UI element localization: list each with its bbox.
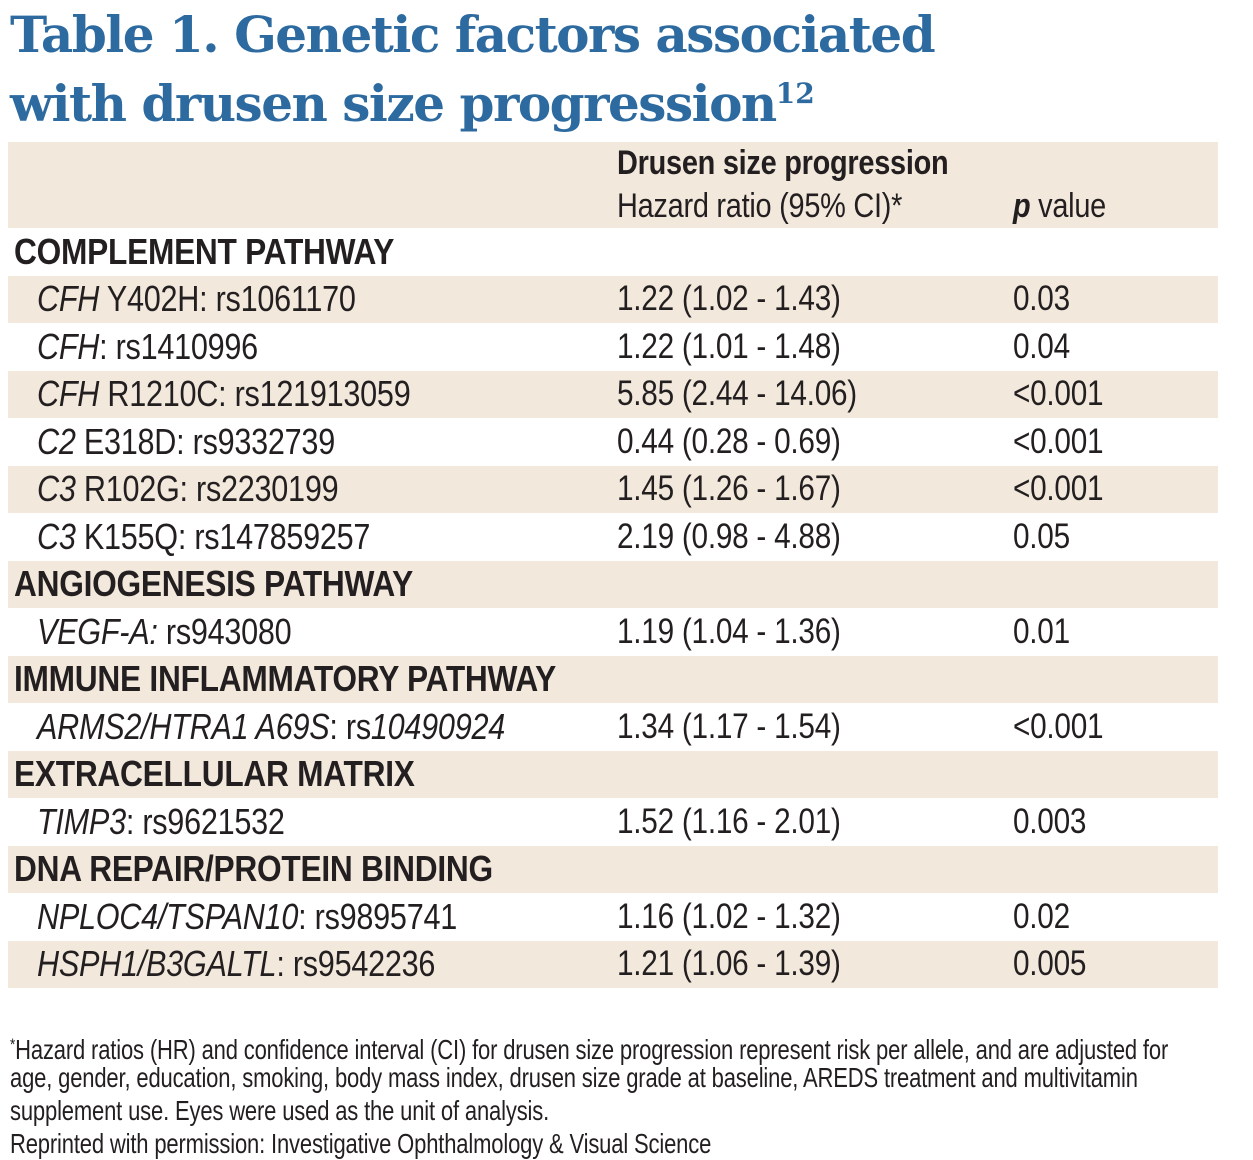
section-header-row bbox=[8, 656, 1218, 704]
footnote-reprint-line: Reprinted with permission: Investigative Ophthalmology & Visual Science bbox=[10, 1128, 712, 1159]
p-value: 0.03 bbox=[1013, 279, 1070, 319]
section-header-row bbox=[8, 751, 1218, 799]
hazard-ratio-value: 5.85 (2.44 - 14.06) bbox=[617, 374, 857, 414]
hazard-ratio-value: 1.52 (1.16 - 2.01) bbox=[617, 801, 841, 841]
title-line-1: Table 1. Genetic factors associated bbox=[10, 5, 935, 64]
gene-variant-label: C3 R102G: rs2230199 bbox=[37, 468, 339, 510]
gene-variant-label: CFH R1210C: rs121913059 bbox=[37, 373, 411, 415]
footnote bbox=[10, 1028, 1253, 1160]
title-citation-superscript: 12 bbox=[775, 77, 815, 110]
gene-variant-label: C2 E318D: rs9332739 bbox=[37, 420, 335, 462]
hazard-ratio-value: 1.16 (1.02 - 1.32) bbox=[617, 896, 841, 936]
table-header-drusen-cell bbox=[617, 142, 1013, 228]
section-label: IMMUNE INFLAMMATORY PATHWAY bbox=[14, 658, 556, 700]
table-row bbox=[8, 941, 1218, 989]
footnote-line: age, gender, education, smoking, body mass index, drusen size grade at baseline, AREDS treatment and multivitamin bbox=[10, 1062, 1138, 1093]
p-value: 0.05 bbox=[1013, 516, 1070, 556]
hazard-ratio-value: 1.22 (1.01 - 1.48) bbox=[617, 326, 841, 366]
table-row bbox=[8, 418, 1218, 466]
hazard-ratio-value: 1.45 (1.26 - 1.67) bbox=[617, 469, 841, 509]
section-label: COMPLEMENT PATHWAY bbox=[14, 230, 395, 272]
p-value: 0.04 bbox=[1013, 326, 1070, 366]
p-value: <0.001 bbox=[1013, 706, 1104, 746]
page-title bbox=[0, 0, 1253, 133]
column-header-p-value: p value bbox=[1013, 187, 1106, 225]
footnote-line: *Hazard ratios (HR) and confidence interval (CI) for drusen size progression represent risk per allele, and are adjusted for bbox=[10, 1034, 1169, 1065]
gene-variant-label: C3 K155Q: rs147859257 bbox=[37, 515, 371, 557]
table-header-row bbox=[8, 142, 1218, 228]
p-value: 0.01 bbox=[1013, 611, 1070, 651]
footnote-line: supplement use. Eyes were used as the unit of analysis. bbox=[10, 1095, 550, 1126]
p-value: 0.005 bbox=[1013, 944, 1087, 984]
footnote-asterisk: * bbox=[10, 1035, 16, 1054]
gene-variant-label: CFH Y402H: rs1061170 bbox=[37, 278, 356, 320]
table-row bbox=[8, 323, 1218, 371]
p-value: <0.001 bbox=[1013, 421, 1104, 461]
table-row bbox=[8, 703, 1218, 751]
gene-variant-label: TIMP3: rs9621532 bbox=[37, 800, 285, 842]
table-row bbox=[8, 276, 1218, 324]
table-row bbox=[8, 608, 1218, 656]
section-header-row bbox=[8, 228, 1218, 276]
hazard-ratio-value: 1.19 (1.04 - 1.36) bbox=[617, 611, 841, 651]
gene-variant-label: HSPH1/B3GALTL: rs9542236 bbox=[37, 943, 436, 985]
table-row bbox=[8, 798, 1218, 846]
p-value: <0.001 bbox=[1013, 374, 1104, 414]
gene-variant-label: NPLOC4/TSPAN10: rs9895741 bbox=[37, 895, 457, 937]
table-row bbox=[8, 513, 1218, 561]
hazard-ratio-value: 0.44 (0.28 - 0.69) bbox=[617, 421, 841, 461]
p-value: <0.001 bbox=[1013, 469, 1104, 509]
table-body bbox=[8, 228, 1218, 988]
hazard-ratio-value: 1.34 (1.17 - 1.54) bbox=[617, 706, 841, 746]
section-label: DNA REPAIR/PROTEIN BINDING bbox=[14, 848, 493, 890]
hazard-ratio-value: 2.19 (0.98 - 4.88) bbox=[617, 516, 841, 556]
hazard-ratio-value: 1.21 (1.06 - 1.39) bbox=[617, 944, 841, 984]
hazard-ratio-value: 1.22 (1.02 - 1.43) bbox=[617, 279, 841, 319]
gene-variant-label: ARMS2/HTRA1 A69S: rs10490924 bbox=[37, 705, 505, 747]
column-header-drusen-size-progression: Drusen size progression bbox=[617, 144, 949, 182]
section-header-row bbox=[8, 561, 1218, 609]
title-line-2: with drusen size progression$^{12}$ bbox=[10, 74, 815, 133]
gene-variant-label: VEGF-A: rs943080 bbox=[37, 610, 292, 652]
genetic-factors-table bbox=[8, 142, 1218, 988]
p-value: 0.003 bbox=[1013, 801, 1087, 841]
section-header-row bbox=[8, 846, 1218, 894]
section-label: EXTRACELLULAR MATRIX bbox=[14, 753, 415, 795]
gene-variant-label: CFH: rs1410996 bbox=[37, 325, 258, 367]
section-label: ANGIOGENESIS PATHWAY bbox=[14, 563, 413, 605]
p-value: 0.02 bbox=[1013, 896, 1070, 936]
table-row bbox=[8, 371, 1218, 419]
table-row bbox=[8, 893, 1218, 941]
column-header-hazard-ratio: Hazard ratio (95% CI)* bbox=[617, 187, 903, 225]
table-row bbox=[8, 466, 1218, 514]
